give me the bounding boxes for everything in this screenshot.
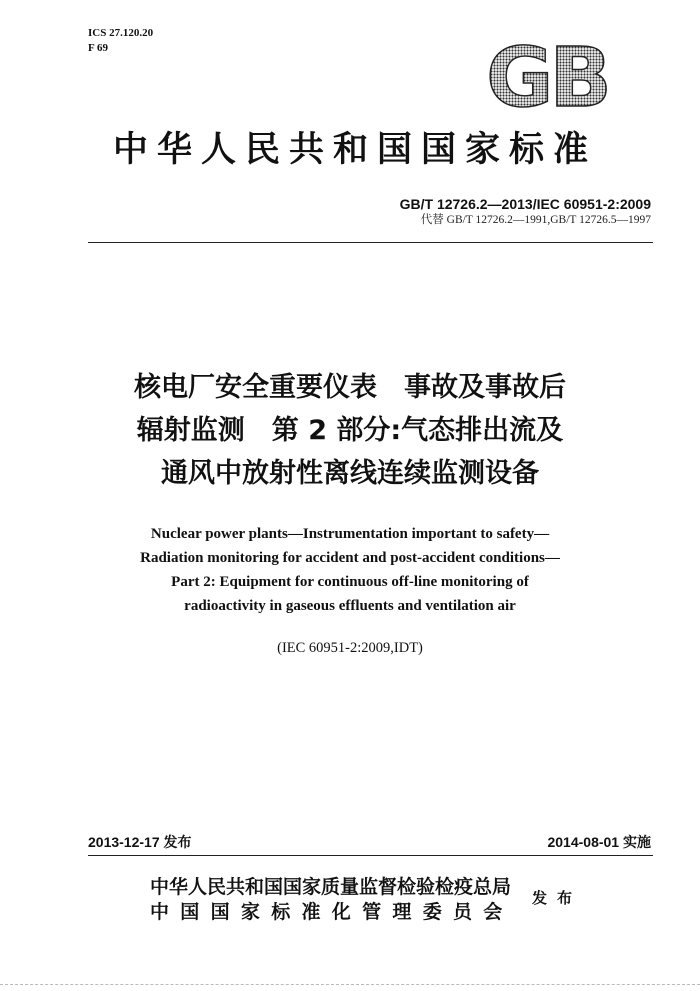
english-title-line-3: Part 2: Equipment for continuous off-line monitoring of [171,574,529,590]
ics-block [88,26,153,56]
english-title-line-4: radioactivity in gaseous effluents and ventilation air [184,598,516,614]
page-edge [0,984,700,985]
standard-code: GB/T 12726.2—2013/IEC 60951-2:2009 [399,196,651,212]
iec-reference: (IEC 60951-2:2009,IDT) [277,640,423,656]
publish-label: 发布 [532,889,583,907]
english-title-line-2: Radiation monitoring for accident and post-accident conditions— [140,550,560,566]
english-title [0,522,700,618]
standard-number-block [400,195,651,228]
english-title-line-1: Nuclear power plants—Instrumentation important to safety— [150,526,550,542]
issuer-1: 中华人民共和国国家质量监督检验检疫总局 [150,876,512,898]
issuing-authorities [150,875,514,925]
chinese-title-line-3: 通风中放射性离线连续监测设备 [161,458,539,489]
issuer-2: 中国国家标准化管理委员会 [150,901,514,923]
gb-logo-text: GB [486,40,608,114]
gb-logo-graphic [478,40,616,114]
top-divider [88,242,653,243]
chinese-title [0,366,700,495]
category-code: F 69 [88,42,109,54]
issue-date: 2013-12-17 发布 [88,834,192,850]
page-title: 中华人民共和国国家标准 [112,129,597,170]
gb-logo [478,40,616,114]
effective-date: 2014-08-01 实施 [547,834,651,850]
ics-code: ICS 27.120.20 [88,27,154,39]
replaces-note: 代替 GB/T 12726.2—1991,GB/T 12726.5—1997 [420,214,651,226]
chinese-title-line-2: 辐射监测 第 2 部分:气态排出流及 [136,415,564,446]
chinese-title-line-1: 核电厂安全重要仪表 事故及事故后 [134,372,566,403]
bottom-divider [88,855,653,856]
